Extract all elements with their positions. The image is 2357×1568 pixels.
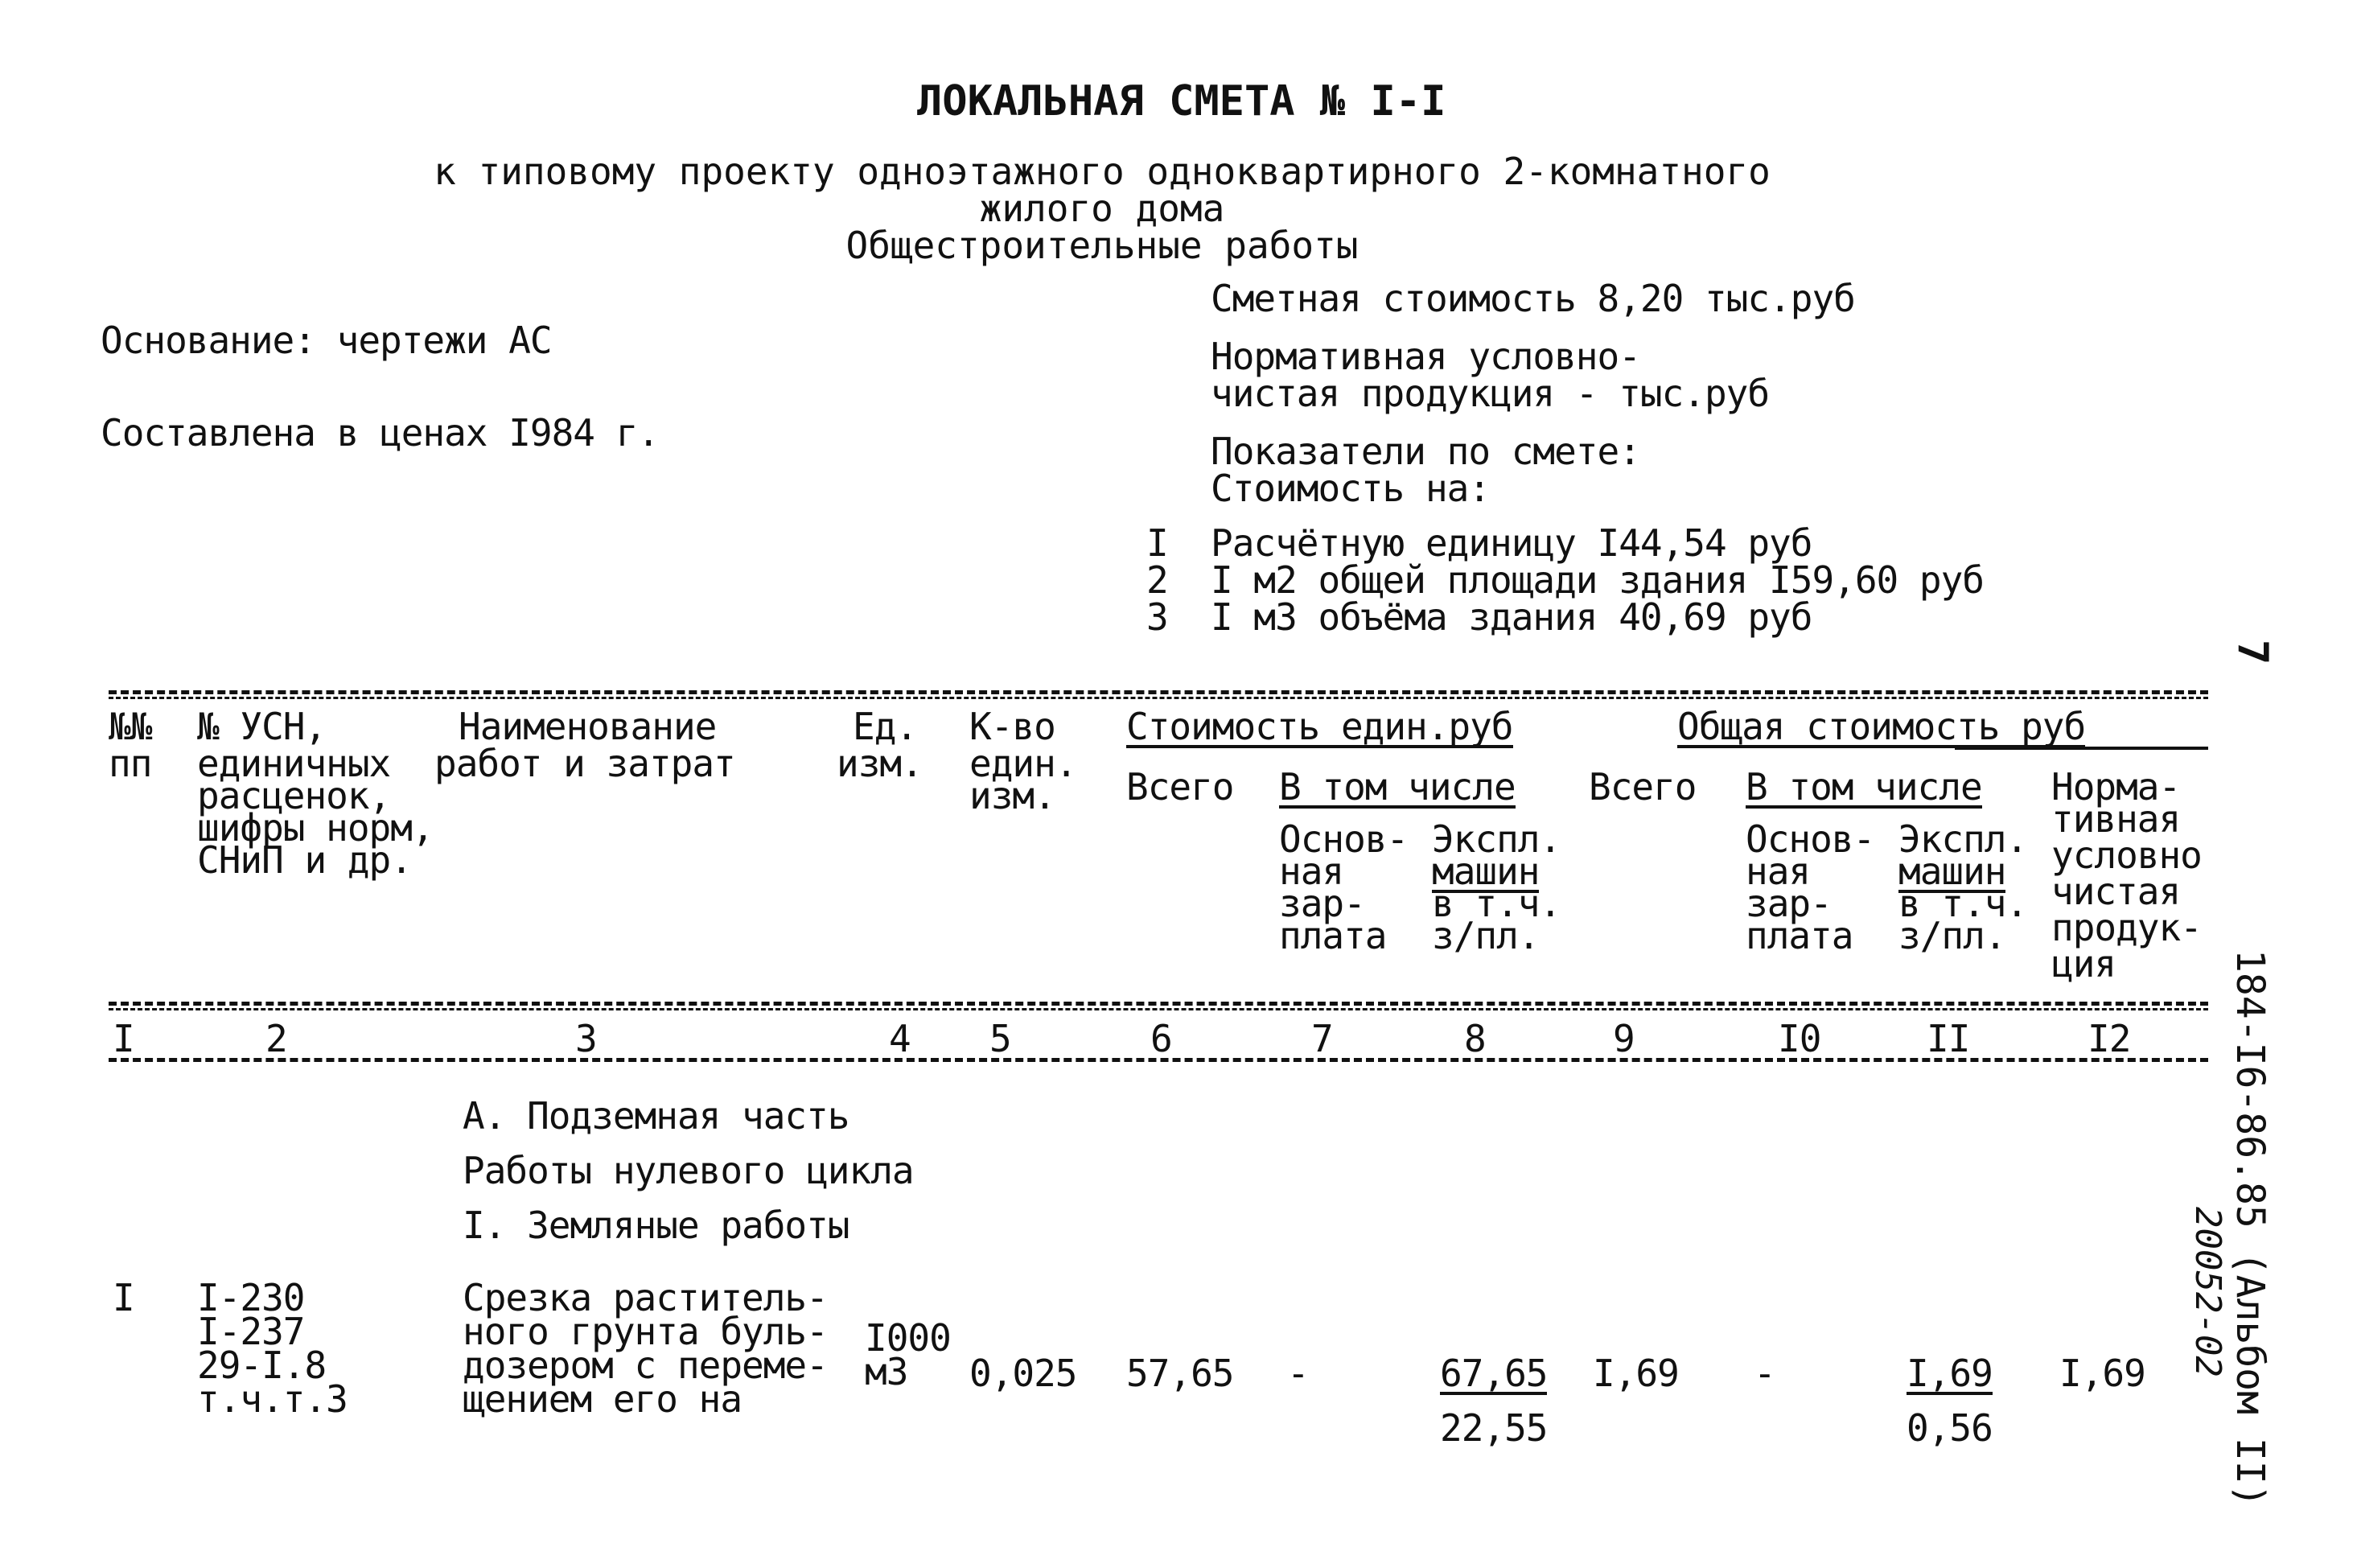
indicator-num-2: 2 [1146,558,1168,602]
hdr-col3-line1: Наименование [459,705,717,748]
row1-norm: I,69 [2059,1352,2145,1395]
section-b: Работы нулевого цикла [463,1149,914,1192]
indicators-line-1: Показатели по смете: [1211,430,1640,473]
colnum-6: 6 [1150,1017,1172,1060]
row1-code-2: I-237 [197,1310,305,1353]
row1-qty: 0,025 [969,1352,1077,1395]
hdr-total-wage-1: Основ- [1746,817,1875,861]
colnum-11: II [1927,1017,1970,1060]
hdr-col2-line1: № УСН, [197,705,327,748]
hdr-col4-line2: изм. [837,742,923,785]
hdr-unit-cost [1126,705,1513,748]
row1-total-wage: - [1754,1352,1775,1395]
row1-name-2: ного грунта буль- [463,1310,828,1353]
hdr-unit-incl [1279,765,1516,809]
subtitle-line-2: жилого дома [979,187,1225,230]
hdr-norm-4: чистая [2051,870,2181,913]
estimated-cost: Сметная стоимость 8,20 тыс.руб [1211,277,1855,320]
hdr-total-all: Всего [1589,765,1697,809]
section-a: А. Подземная часть [463,1094,849,1138]
inventory-number: 20052-02 [2187,1207,2228,1377]
hdr-unit-wage-3: зар- [1279,882,1365,925]
hdr-norm-6: ция [2051,942,2116,986]
hdr-col5-line2: един. [969,742,1077,785]
row1-unit-mach-value: 67,65 [1440,1352,1548,1395]
row1-code-3: 29-I.8 [197,1344,327,1387]
hdr-total-cost [1677,705,2086,748]
row1-total: I,69 [1593,1352,1679,1395]
subtitle-line-3: Общестроительные работы [845,224,1359,267]
indicator-text-3: I м3 объёма здания 40,69 руб [1211,595,1812,639]
row1-unit-1: I000 [865,1316,951,1360]
hdr-total-incl [1746,765,1982,809]
hdr-unit-mach-2-label: машин [1432,850,1540,893]
hdr-unit-mach-4: з/пл. [1432,914,1540,957]
colnum-bottom-rule [109,1058,2208,1062]
header-bottom-rule [109,1002,2208,1006]
hdr-norm-1: Норма- [2051,765,2181,809]
row1-unit-mach-wage: 22,55 [1440,1406,1548,1450]
hdr-total-cost-extend-rule [1955,747,2208,750]
row1-total-mach-wage: 0,56 [1907,1406,1993,1450]
hdr-unit-incl-label: В том числе [1279,765,1516,809]
colnum-2: 2 [265,1017,287,1060]
colnum-5: 5 [989,1017,1011,1060]
table-top-rule-2 [109,697,2208,699]
hdr-total-mach-3: в т.ч. [1898,882,2028,925]
project-code: 184-I6-86.85 (Альбом II) [2227,949,2273,1508]
hdr-col1-line1: №№ [109,705,152,748]
hdr-total-mach-4: з/пл. [1898,914,2006,957]
colnum-4: 4 [889,1017,911,1060]
colnum-10: I0 [1778,1017,1821,1060]
hdr-unit-wage-1: Основ- [1279,817,1409,861]
norm-line-2: чистая продукция - тыс.руб [1211,372,1770,415]
document-title: ЛОКАЛЬНАЯ СМЕТА № I-I [917,77,1446,126]
hdr-total-wage-4: плата [1746,914,1853,957]
hdr-col4-line1: Ед. [853,705,918,748]
hdr-col5-line1: К-во [969,705,1055,748]
hdr-col5-line3: изм. [969,774,1055,817]
hdr-col2-line3: расценок, [197,774,391,817]
hdr-col1-line2: пп [109,742,152,785]
header-bottom-rule-2 [109,1008,2208,1010]
colnum-3: 3 [575,1017,597,1060]
colnum-7: 7 [1311,1017,1333,1060]
row1-name-3: дозером с переме- [463,1344,828,1387]
colnum-8: 8 [1464,1017,1486,1060]
hdr-unit-mach-1: Экспл. [1432,817,1561,861]
page-number: 7 [2228,640,2277,665]
hdr-col2-line2: единичных [197,742,391,785]
hdr-norm-3: условно [2051,833,2202,877]
indicator-num-3: 3 [1146,595,1168,639]
hdr-unit-all: Всего [1126,765,1234,809]
colnum-12: I2 [2088,1017,2131,1060]
hdr-total-incl-label: В том числе [1746,765,1982,809]
colnum-1: I [113,1017,134,1060]
hdr-total-cost-label: Общая стоимость руб [1677,705,2086,748]
hdr-unit-wage-2: ная [1279,850,1344,893]
row1-unit-total: 57,65 [1126,1352,1234,1395]
hdr-norm-5: продук- [2051,906,2202,949]
hdr-total-mach-1: Экспл. [1898,817,2028,861]
indicator-text-1: Расчётную единицу I44,54 руб [1211,521,1812,565]
hdr-col3-line2: работ и затрат [434,742,735,785]
hdr-unit-cost-label: Стоимость един.руб [1126,705,1513,748]
row1-total-mach [1907,1352,1993,1395]
basis-text: Основание: чертежи АС [101,319,552,362]
hdr-unit-wage-4: плата [1279,914,1387,957]
indicators-line-2: Стоимость на: [1211,467,1491,510]
row1-unit-wage: - [1287,1352,1309,1395]
row1-name-4: щением его на [463,1377,742,1421]
norm-line-1: Нормативная условно- [1211,335,1640,378]
hdr-total-wage-2: ная [1746,850,1811,893]
hdr-total-wage-3: зар- [1746,882,1832,925]
colnum-9: 9 [1613,1017,1635,1060]
row1-total-mach-value: I,69 [1907,1352,1993,1395]
hdr-col2-line4: шифры норм, [197,806,434,850]
table-top-rule [109,690,2208,694]
indicator-num-1: I [1146,521,1168,565]
row1-name-1: Срезка раститель- [463,1276,828,1319]
row1-code-1: I-230 [197,1276,305,1319]
hdr-unit-mach-3: в т.ч. [1432,882,1561,925]
hdr-total-mach-2-label: машин [1898,850,2006,893]
indicator-text-2: I м2 общей площади здания I59,60 руб [1211,558,1984,602]
row1-unit-mach [1440,1352,1548,1395]
row1-unit-2: м3 [865,1350,908,1393]
row1-code-4: т.ч.т.3 [197,1377,348,1421]
prices-text: Составлена в ценах I984 г. [101,411,660,455]
row1-num: I [113,1276,134,1319]
hdr-col2-line5: СНиП и др. [197,838,412,882]
hdr-norm-2: тивная [2051,797,2181,841]
subtitle-line-1: к типовому проекту одноэтажного одноквартирного 2-комнатного [434,150,1771,193]
section-c: I. Земляные работы [463,1204,849,1247]
